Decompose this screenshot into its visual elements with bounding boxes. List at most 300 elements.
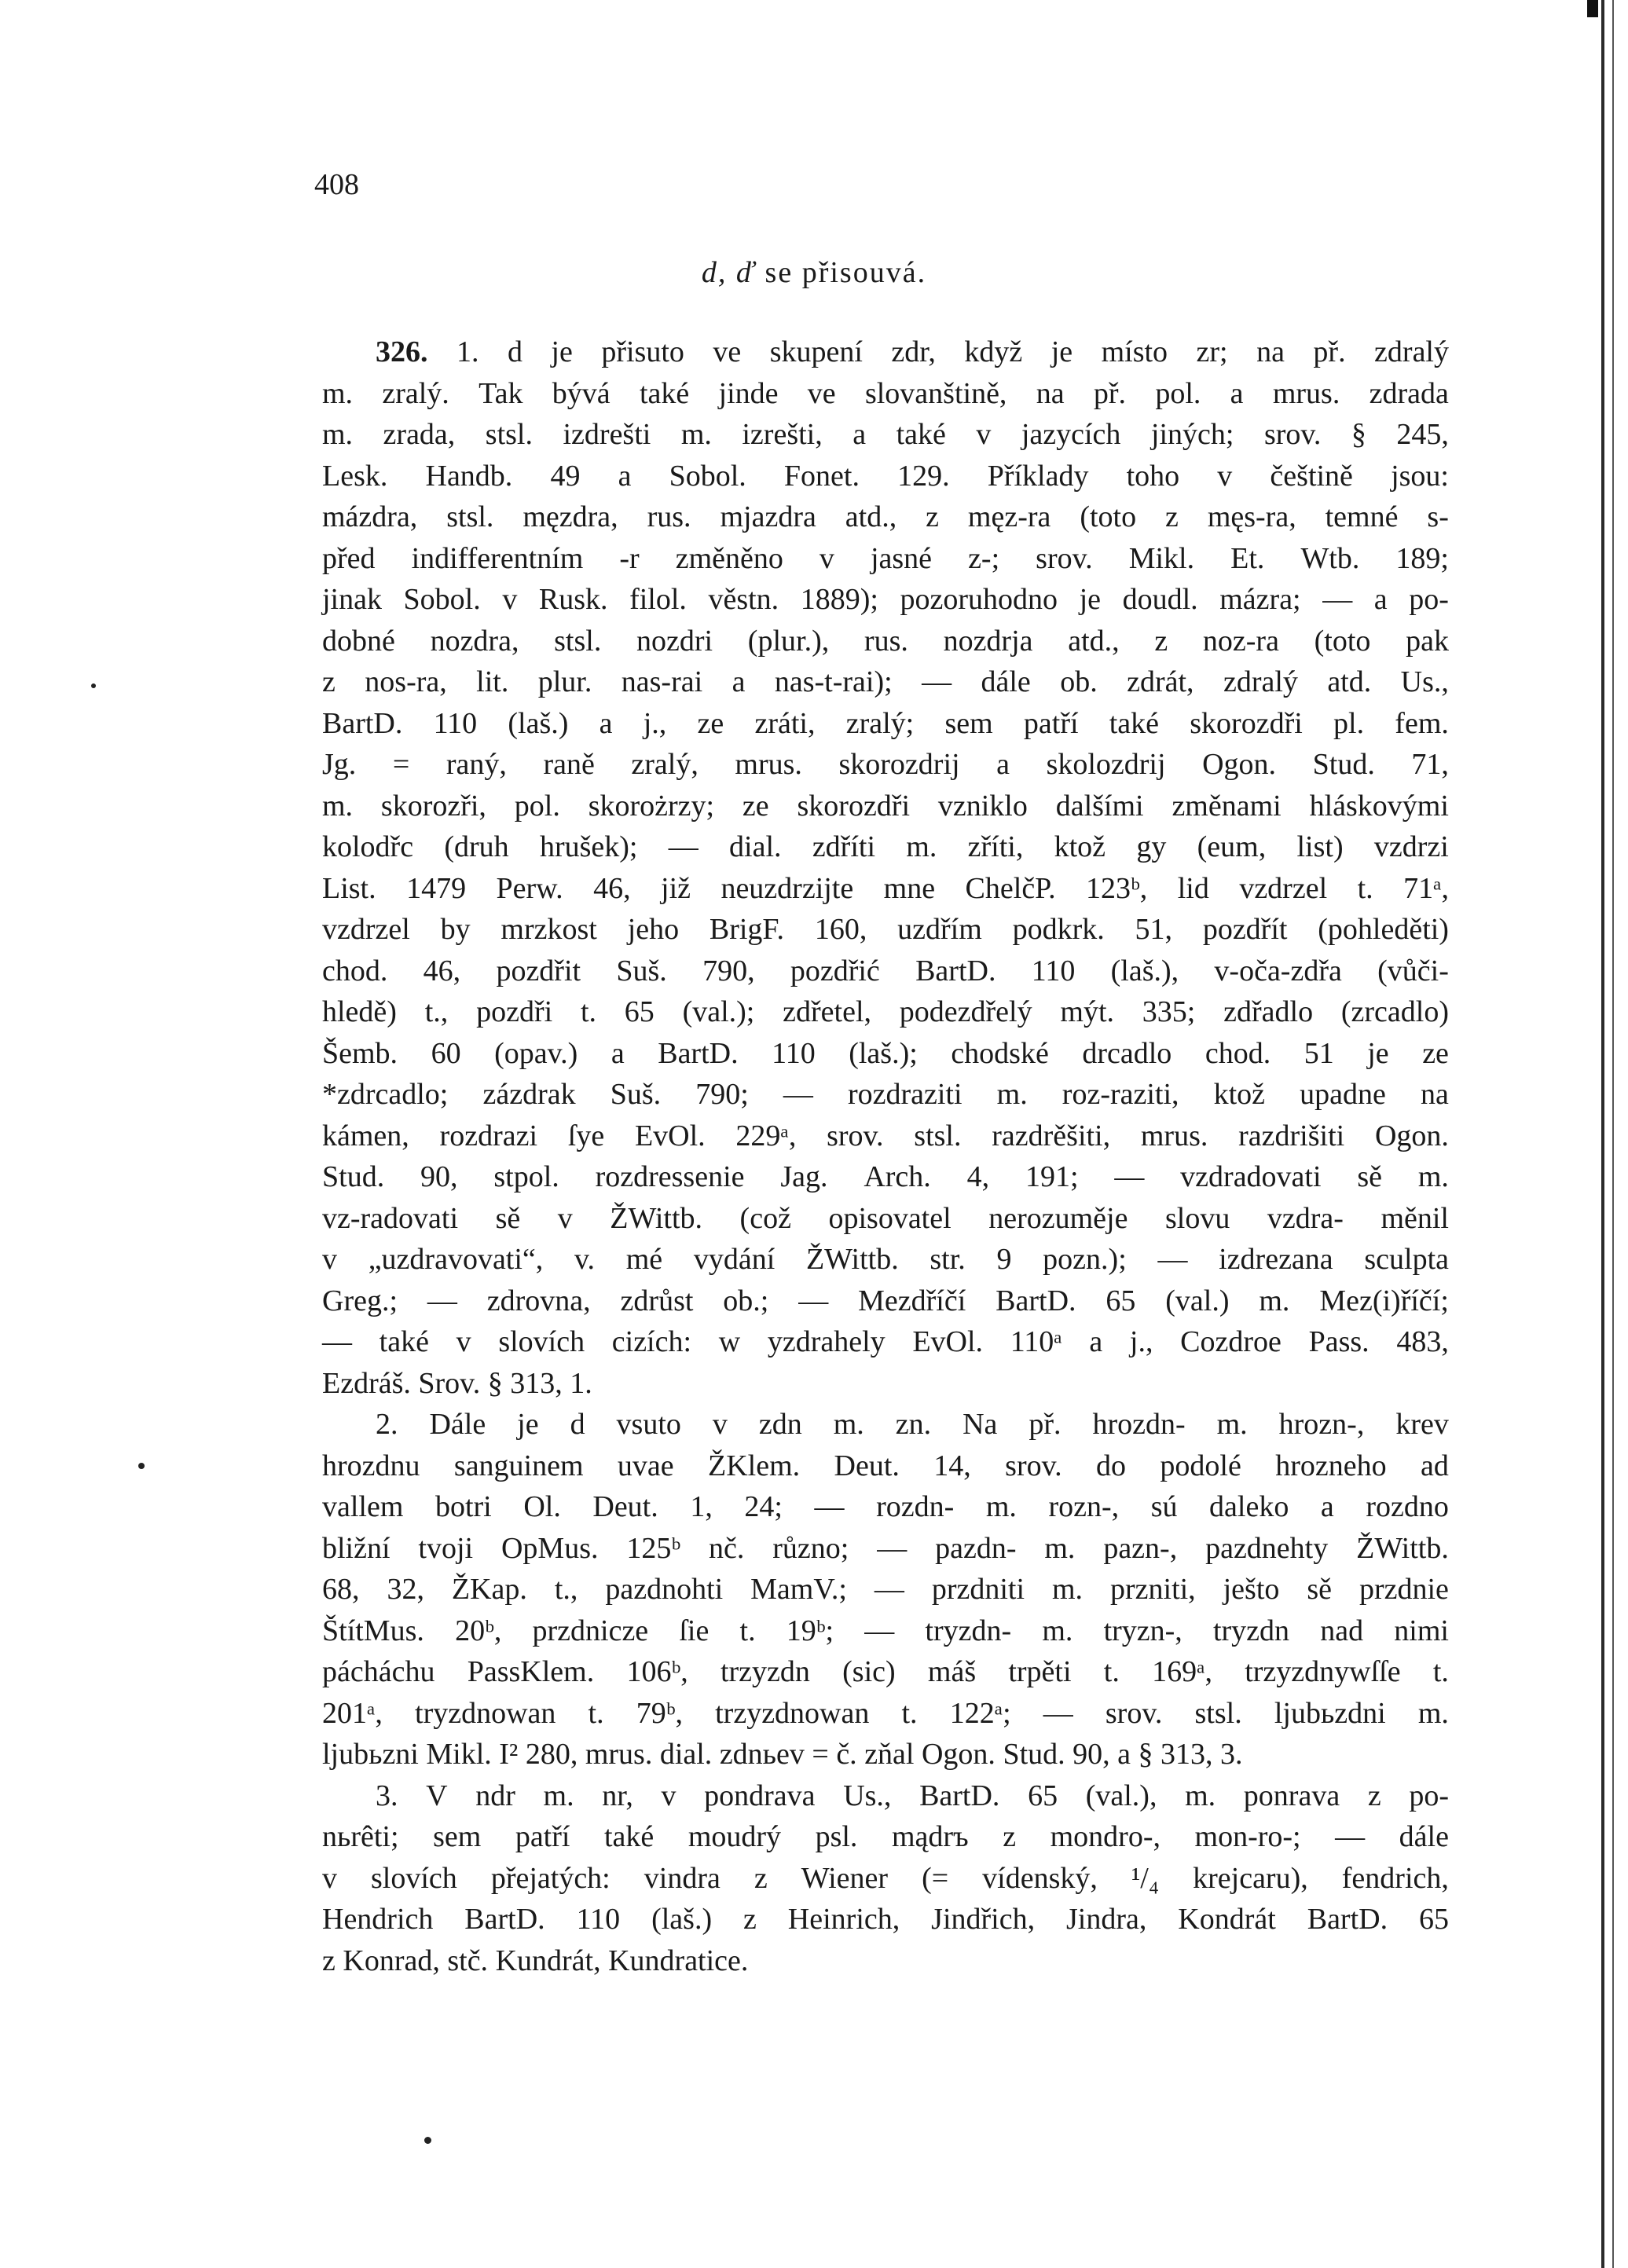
word: m.: [322, 376, 354, 410]
word: sě: [1307, 1573, 1332, 1606]
word: mondro-,: [1050, 1820, 1160, 1853]
scan-corner-mark: [1587, 0, 1598, 17]
word: do: [1096, 1449, 1127, 1482]
word: Ezdráš.: [322, 1366, 419, 1400]
word: zdr,: [891, 335, 936, 368]
word: uzdřím: [897, 913, 982, 946]
scan-speck: [138, 1463, 145, 1469]
word: m.: [906, 830, 937, 863]
word: raný,: [446, 748, 507, 781]
word: mne: [883, 871, 936, 905]
word: ŽWittb.: [805, 1243, 899, 1276]
word: sculpta: [1364, 1243, 1449, 1276]
word: zdralý: [1374, 335, 1449, 368]
word: pozn.);: [1043, 1243, 1127, 1276]
word: Arch.: [864, 1160, 931, 1193]
word: lit.: [476, 665, 509, 698]
word: Kundrát,: [495, 1944, 609, 1977]
text-line: [322, 1239, 1449, 1281]
word: zříti,: [967, 830, 1024, 863]
word: zázdrak: [482, 1078, 576, 1111]
word: 32,: [387, 1573, 424, 1606]
word: z: [322, 1944, 343, 1977]
word: (zrcadlo): [1340, 995, 1449, 1028]
word: 90,: [420, 1160, 458, 1193]
word: m.: [543, 1779, 574, 1812]
word: BartD.: [464, 1903, 545, 1936]
word: jsou:: [1391, 459, 1449, 493]
word: 9: [996, 1243, 1012, 1276]
word: V: [426, 1779, 448, 1812]
word: by: [440, 913, 471, 946]
word: d: [570, 1408, 585, 1441]
word: 160,: [814, 913, 867, 946]
word: m.: [996, 1078, 1028, 1111]
word: 65: [1106, 1284, 1136, 1317]
word: tryzdn-: [925, 1614, 1012, 1647]
word: moudrý: [688, 1820, 782, 1853]
word: razdrišiti: [1238, 1119, 1345, 1152]
word: pozdři: [476, 995, 553, 1028]
word: zdřadlo: [1223, 995, 1314, 1028]
word: vzdrzi: [1373, 830, 1449, 863]
word: 3.: [1220, 1738, 1243, 1771]
word: z: [926, 500, 939, 533]
word: m.: [1216, 1408, 1248, 1441]
word: je: [1079, 583, 1102, 616]
word: przdnie: [1358, 1573, 1449, 1606]
word: list): [1296, 830, 1344, 863]
heading-letters: d, ď: [701, 256, 757, 289]
word: atd.,: [1068, 624, 1120, 658]
text-line: [322, 1445, 1449, 1487]
word: chodské: [951, 1036, 1049, 1070]
word: z: [1003, 1820, 1017, 1853]
word: jasné: [870, 541, 933, 575]
word: Sobol.: [669, 459, 746, 493]
word: —: [874, 1573, 904, 1606]
word: fem.: [1395, 706, 1449, 740]
word: (sic): [842, 1655, 896, 1688]
page-edge-line-secondary: [1612, 0, 1614, 2268]
word: v: [712, 1408, 728, 1441]
word: sanguinem: [453, 1449, 584, 1482]
word: podezdřelý: [899, 995, 1032, 1028]
word: m.: [1051, 1573, 1084, 1606]
word: Stud.: [1003, 1738, 1073, 1771]
word: stsl.: [914, 1119, 962, 1152]
word: pazn-,: [1103, 1531, 1178, 1565]
word: 4,: [966, 1160, 990, 1193]
word: stsl.: [485, 418, 533, 451]
word: 313,: [1160, 1738, 1221, 1771]
word: razdrěšiti,: [992, 1119, 1111, 1152]
word: BartD.: [322, 706, 403, 740]
word: zdřetel,: [783, 995, 872, 1028]
word: Sobol.: [403, 583, 481, 616]
text-line: [322, 1610, 1449, 1652]
word: Us.,: [843, 1779, 892, 1812]
word: ljubьzdni: [1274, 1696, 1386, 1730]
word: yzdrahely: [767, 1325, 886, 1358]
word: ze: [1422, 1036, 1449, 1070]
word: —: [877, 1531, 908, 1565]
word: různo;: [772, 1531, 849, 1565]
word: jiných;: [1150, 418, 1234, 451]
word: 68,: [322, 1573, 360, 1606]
word: indifferentním: [411, 541, 584, 575]
word: také: [896, 418, 946, 451]
word: Kondrát: [1178, 1903, 1276, 1936]
word: m.: [1417, 1696, 1449, 1730]
word: uvae: [617, 1449, 674, 1482]
word: Stud.: [322, 1160, 385, 1193]
word: sú: [1150, 1490, 1178, 1523]
word: je: [551, 335, 573, 368]
word: nozdrja: [943, 624, 1033, 658]
word: stsl.: [446, 500, 494, 533]
word: m.: [1044, 1531, 1076, 1565]
word: ſye: [567, 1119, 605, 1152]
word: a: [1230, 376, 1244, 410]
word: ŠtítMus.: [322, 1614, 424, 1647]
word: plur.: [537, 665, 592, 698]
word: 46,: [593, 871, 631, 905]
word: nozdra,: [430, 624, 519, 658]
word: BartD.: [1307, 1903, 1388, 1936]
word: Suš.: [616, 954, 667, 987]
text-line: [322, 1940, 1449, 1982]
word: (val.),: [1085, 1779, 1157, 1812]
word: dalšími: [1055, 789, 1144, 823]
word: vzdradovati: [1180, 1160, 1322, 1193]
word: §: [1138, 1738, 1161, 1771]
word: hrozdn-: [1092, 1408, 1186, 1441]
word: 3.: [376, 1779, 398, 1812]
text-line: [322, 496, 1449, 538]
word: MamV.;: [750, 1573, 847, 1606]
word: v: [322, 1243, 337, 1276]
word: ChelčP.: [965, 871, 1056, 905]
word: sem: [944, 706, 993, 740]
word: BartD.: [915, 954, 996, 987]
body-text: [322, 332, 1449, 1981]
word: po-: [1409, 583, 1449, 616]
word: a: [1117, 1738, 1138, 1771]
word: nč.: [709, 1531, 745, 1565]
word: 2.: [376, 1408, 398, 1441]
word: mrus.: [735, 748, 802, 781]
word: —: [668, 830, 698, 863]
word: ljubьzni: [322, 1738, 427, 1771]
word: přisuto: [601, 335, 684, 368]
word: Kundratice.: [608, 1944, 749, 1977]
word: EvOl.: [912, 1325, 984, 1358]
word: trzyzdnywſſe: [1245, 1655, 1401, 1688]
text-line: [322, 414, 1449, 456]
word: na: [1036, 376, 1065, 410]
word: izdrezana: [1219, 1243, 1333, 1276]
word: skorozdrij: [838, 748, 960, 781]
word: Cozdroe: [1180, 1325, 1282, 1358]
word: tryzn-,: [1103, 1614, 1182, 1647]
word: z: [1367, 1779, 1381, 1812]
word: 123ᵇ,: [1086, 871, 1148, 905]
word: (druh: [444, 830, 509, 863]
word: hrozn-,: [1278, 1408, 1365, 1441]
word: slovu: [1164, 1201, 1230, 1235]
word: př.: [1093, 376, 1127, 410]
word: a: [1320, 1490, 1334, 1523]
word: Dále: [429, 1408, 486, 1441]
word: také: [1109, 706, 1160, 740]
word: pol.: [514, 789, 560, 823]
word: =: [812, 1738, 837, 1771]
word: m.: [1185, 1779, 1216, 1812]
word: přejatých:: [490, 1861, 610, 1895]
word: m.: [680, 418, 712, 451]
word: t.: [580, 995, 596, 1028]
text-line: [322, 951, 1449, 992]
text-line: [322, 909, 1449, 951]
word: mjazdra: [720, 500, 816, 533]
word: ŽWittb.: [610, 1201, 703, 1235]
word: 483,: [1396, 1325, 1449, 1358]
word: 280,: [525, 1738, 585, 1771]
word: EvOl.: [634, 1119, 706, 1152]
word: v: [1217, 459, 1233, 493]
word: skupení: [769, 335, 863, 368]
word: -r: [619, 541, 640, 575]
word: mé: [625, 1243, 663, 1276]
word: Perw.: [496, 871, 563, 905]
word: 65: [1028, 1779, 1058, 1812]
word: pl.: [1333, 706, 1365, 740]
word: pak: [1406, 624, 1449, 658]
word: ad: [1420, 1449, 1449, 1482]
word: a: [852, 418, 867, 451]
word: atd.,: [845, 500, 897, 533]
word: 229ᵃ,: [735, 1119, 797, 1152]
word: Wiener: [801, 1861, 889, 1895]
word: nozdri: [636, 624, 713, 658]
word: zdrát,: [1127, 665, 1194, 698]
word: Jg.: [322, 748, 357, 781]
word: a: [610, 1036, 625, 1070]
word: izrešti,: [742, 418, 823, 451]
word: 201ᵃ,: [322, 1696, 383, 1730]
word: —: [1114, 1160, 1145, 1193]
word: v: [322, 1861, 337, 1895]
text-line: [322, 1486, 1449, 1528]
text-line: [322, 661, 1449, 703]
word: lid: [1177, 871, 1209, 905]
word: cizích:: [611, 1325, 692, 1358]
word: rozdn-: [876, 1490, 955, 1523]
word: dále: [981, 665, 1031, 698]
word: opisovatel: [828, 1201, 952, 1235]
word: v: [661, 1779, 676, 1812]
word: Příklady: [987, 459, 1089, 493]
text-line: [322, 456, 1449, 497]
word: zrada,: [383, 418, 456, 451]
word: 245,: [1396, 418, 1449, 451]
word: ješto: [1223, 1573, 1280, 1606]
word: —: [427, 1284, 457, 1317]
word: Pass.: [1308, 1325, 1370, 1358]
text-line: [322, 826, 1449, 868]
text-line: [322, 1734, 1449, 1775]
word: m.: [322, 418, 354, 451]
word: v.: [574, 1243, 596, 1276]
word: ob.;: [723, 1284, 769, 1317]
word: Deut.: [592, 1490, 658, 1523]
word: nimi: [1394, 1614, 1449, 1647]
page-number: 408: [314, 168, 359, 201]
word: v: [456, 1325, 471, 1358]
word: je: [1367, 1036, 1389, 1070]
word: w: [718, 1325, 741, 1358]
word: nas-rai: [621, 665, 703, 698]
word: také: [639, 376, 690, 410]
word: Wtb.: [1300, 541, 1360, 575]
word: na: [1420, 1078, 1449, 1111]
word: nьrêti;: [322, 1820, 399, 1853]
word: 1.: [456, 335, 479, 368]
word: mrus.: [585, 1738, 660, 1771]
word: przniti,: [1109, 1573, 1196, 1606]
word: stpol.: [493, 1160, 559, 1193]
section-heading: [0, 253, 1628, 292]
word: (pohleděti): [1318, 913, 1449, 946]
text-line: [322, 579, 1449, 621]
word: zdrovna,: [486, 1284, 591, 1317]
word: BrigF.: [709, 913, 785, 946]
word: 65: [624, 995, 654, 1028]
word: př.: [1028, 1408, 1062, 1441]
word: vídenský,: [982, 1861, 1098, 1895]
word: m.: [1042, 1614, 1073, 1647]
word: upadne: [1300, 1078, 1386, 1111]
word: Hendrich: [322, 1903, 434, 1936]
word: —: [783, 1078, 813, 1111]
word: z: [754, 1861, 768, 1895]
word: z-;: [968, 541, 1000, 575]
word: zdrada: [1369, 376, 1449, 410]
word: sem: [433, 1820, 482, 1853]
word: v-oča-zdřa: [1214, 954, 1342, 987]
heading-text: se přisouvá.: [764, 256, 927, 289]
word: rozdraziti: [847, 1078, 962, 1111]
text-line: [322, 373, 1449, 415]
word: (toto: [1080, 500, 1137, 533]
word: hrozdnu: [322, 1449, 420, 1482]
word: gy: [1136, 830, 1167, 863]
word: zralý.: [382, 376, 449, 410]
word: Suš.: [610, 1078, 662, 1111]
word: 110: [433, 706, 478, 740]
word: z: [322, 665, 336, 698]
word: 1889);: [800, 583, 878, 616]
word: podkrk.: [1012, 913, 1105, 946]
word: temné: [1325, 500, 1399, 533]
text-line: [322, 1651, 1449, 1693]
word: 65: [1419, 1903, 1449, 1936]
word: j.,: [1129, 1325, 1153, 1358]
word: také: [379, 1325, 429, 1358]
word: a: [996, 748, 1010, 781]
text-line: [322, 744, 1449, 786]
word: ŽWittb.: [1356, 1531, 1449, 1565]
word: vzdrzel: [322, 913, 410, 946]
word: 1479: [406, 871, 467, 905]
word: jinde: [718, 376, 779, 410]
word: vz-radovati: [322, 1201, 459, 1235]
word: męzdra,: [522, 500, 618, 533]
text-line: [322, 1693, 1449, 1735]
word: rozdrazi: [439, 1119, 538, 1152]
word: atd.: [1327, 665, 1372, 698]
word: vallem: [322, 1490, 404, 1523]
word: zralý,: [631, 748, 698, 781]
word: v: [557, 1201, 573, 1235]
word: (laš.);: [849, 1036, 918, 1070]
word: dobné: [322, 624, 395, 658]
word: tvoji: [418, 1531, 474, 1565]
word: 189;: [1395, 541, 1449, 575]
word: List.: [322, 871, 376, 905]
word: ŽKap.: [451, 1573, 527, 1606]
word: ktož: [1213, 1078, 1266, 1111]
word: vindra: [644, 1861, 720, 1895]
word: —: [1335, 1820, 1366, 1853]
word: věstn.: [708, 583, 779, 616]
word: bližní: [322, 1531, 390, 1565]
word: m.: [1417, 1160, 1449, 1193]
word: (toto: [1314, 624, 1371, 658]
text-line: [322, 332, 1449, 373]
word: zdrůst: [620, 1284, 694, 1317]
word: zn.: [895, 1408, 932, 1441]
word: (laš.): [508, 706, 569, 740]
word: Mezdříčí: [858, 1284, 966, 1317]
text-line: [322, 1569, 1449, 1610]
word: rus.: [647, 500, 691, 533]
word: trzyzdnowan: [715, 1696, 870, 1730]
word: pozoruhodno: [900, 583, 1058, 616]
word: slovích: [498, 1325, 585, 1358]
word: změněno: [675, 541, 783, 575]
word: Rusk.: [538, 583, 608, 616]
word: „uzdravovati“,: [368, 1243, 544, 1276]
word: izdrešti: [563, 418, 651, 451]
word: př.: [1313, 335, 1346, 368]
word: jinak: [322, 583, 382, 616]
word: —: [1043, 1696, 1073, 1730]
word: a: [732, 665, 746, 698]
word: botri: [434, 1490, 492, 1523]
word: 24;: [744, 1490, 783, 1523]
word: t.: [1357, 871, 1373, 905]
word: rozdno: [1366, 1490, 1449, 1523]
word: Šemb.: [322, 1036, 398, 1070]
word: mázra;: [1219, 583, 1301, 616]
word: mądrъ: [891, 1820, 969, 1853]
word: przdniti: [931, 1573, 1025, 1606]
word: (vůči-: [1377, 954, 1449, 987]
word: 46,: [423, 954, 461, 987]
word: psl.: [815, 1820, 858, 1853]
